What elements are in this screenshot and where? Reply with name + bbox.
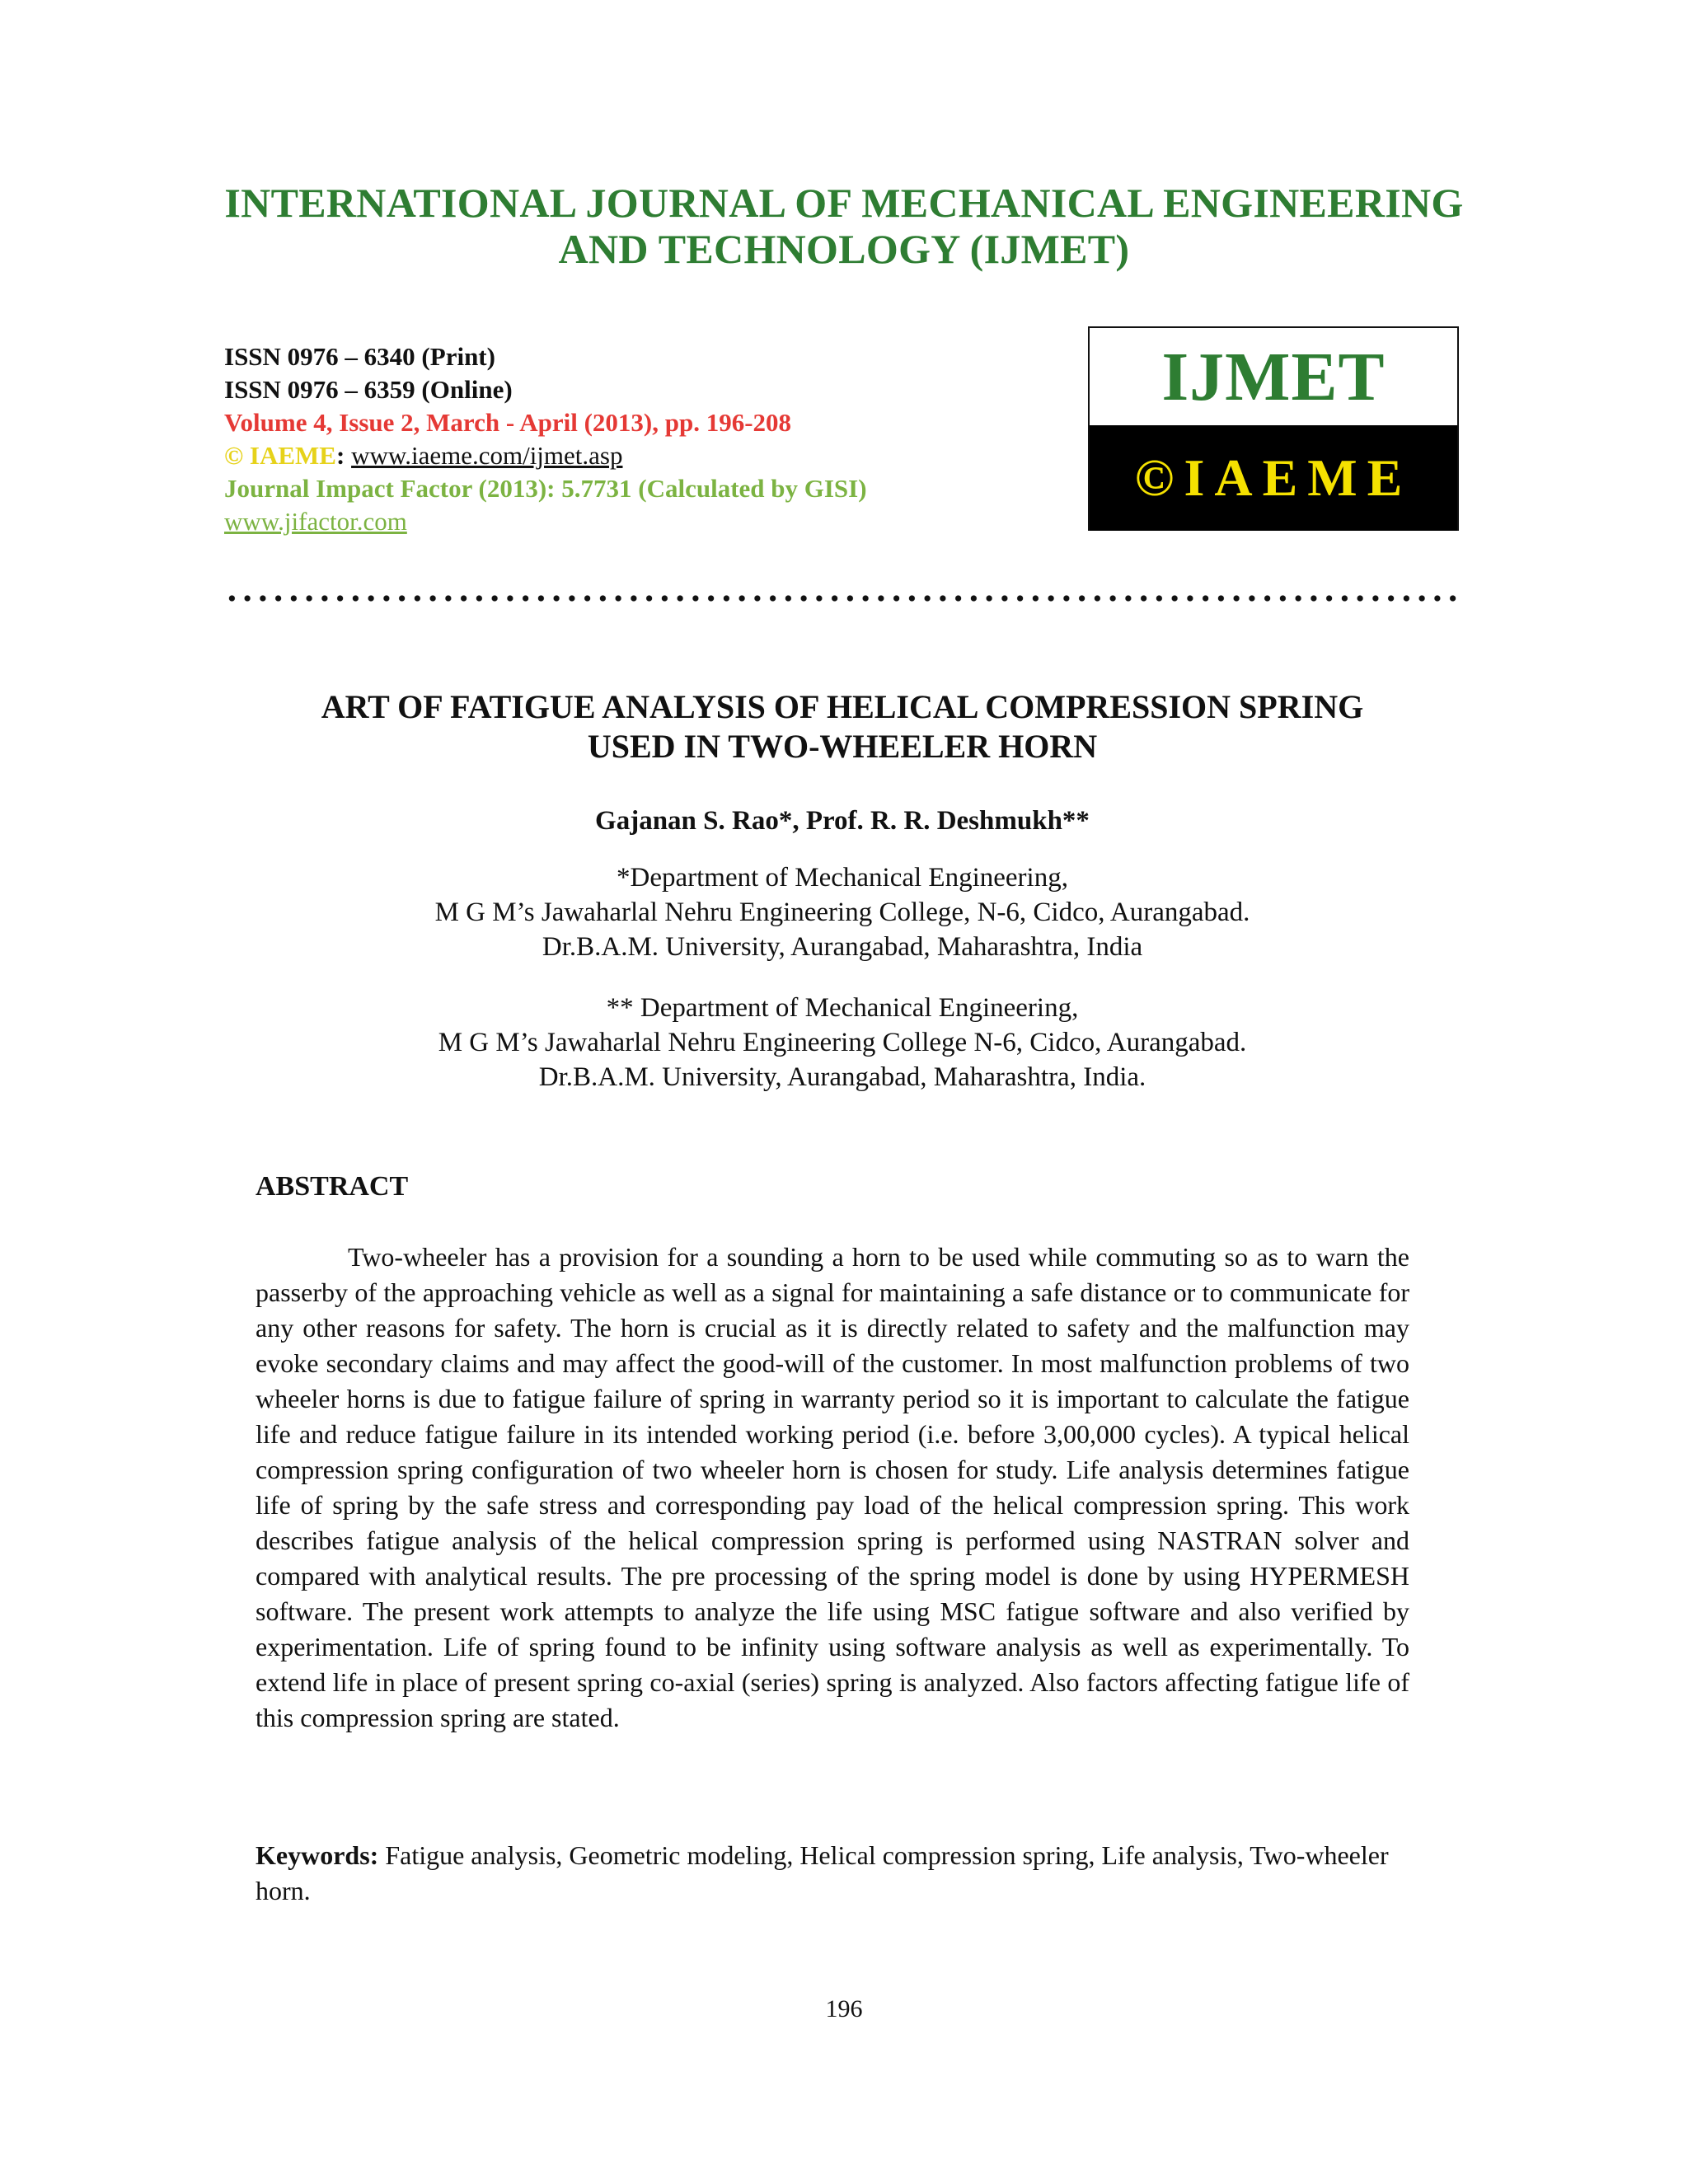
keywords-label: Keywords:	[256, 1840, 379, 1870]
affiliation-2-line-2: M G M’s Jawaharlal Nehru Engineering College N-6, Cidco, Aurangabad.	[438, 1028, 1247, 1057]
publisher-colon: :	[335, 441, 345, 470]
journal-title-line-2: AND TECHNOLOGY (IJMET)	[558, 226, 1130, 272]
journal-title	[165, 180, 1523, 272]
affiliation-1	[224, 860, 1461, 964]
keywords	[256, 1838, 1409, 1909]
logo-iaeme-text: ©IAEME	[1090, 425, 1457, 531]
affiliation-1-line-3: Dr.B.A.M. University, Aurangabad, Maharashtra, India	[542, 932, 1143, 962]
affiliation-1-line-1: *Department of Mechanical Engineering,	[617, 863, 1068, 893]
journal-logo	[1088, 326, 1459, 531]
keywords-text: Fatigue analysis, Geometric modeling, Helical compression spring, Life analysis, Two-wheeler horn.	[256, 1840, 1389, 1905]
author-list: Gajanan S. Rao*, Prof. R. R. Deshmukh**	[595, 806, 1090, 836]
jifactor-url-link[interactable]: www.jifactor.com	[224, 507, 407, 536]
volume-issue: Volume 4, Issue 2, March - April (2013), pp. 196-208	[224, 408, 792, 437]
issn-print: ISSN 0976 – 6340 (Print)	[224, 342, 495, 371]
abstract-body: Two-wheeler has a provision for a sounding a horn to be used while commuting so as to warn the passerby of the approaching vehicle as well as a signal for maintaining a safe distance or to communicate for any other reasons for safety. The horn is crucial as it is directly related to safety and the malfunction may evoke secondary claims and may affect the good-will of the customer. In most malfunction problems of two wheeler horns is due to fatigue failure of spring in warranty period so it is important to calculate the fatigue life and reduce fatigue failure in its intended working period (i.e. before 3,00,000 cycles). A typical helical compression spring configuration of two wheeler horn is chosen for study. Life analysis determines fatigue life of spring by the safe stress and corresponding pay load of the helical compression spring. This work describes fatigue analysis of the helical compression spring is performed using NASTRAN solver and compared with analytical results. The pre processing of the spring model is done by using HYPERMESH software. The present work attempts to analyze the life using MSC fatigue software and also verified by experimentation. Life of spring found to be infinity using software analysis as well as experimentally. To extend life in place of present spring co-axial (series) spring is analyzed. Also factors affecting fatigue life of this compression spring are stated.	[256, 1242, 1409, 1732]
affiliation-1-line-2: M G M’s Jawaharlal Nehru Engineering College, N-6, Cidco, Aurangabad.	[434, 898, 1250, 927]
publisher-url-link[interactable]: www.iaeme.com/ijmet.asp	[351, 441, 623, 470]
journal-title-line-1: INTERNATIONAL JOURNAL OF MECHANICAL ENGINEERING	[224, 180, 1464, 226]
paper-title-line-1: ART OF FATIGUE ANALYSIS OF HELICAL COMPRESSION SPRING	[321, 688, 1364, 725]
affiliation-2-line-3: Dr.B.A.M. University, Aurangabad, Maharashtra, India.	[538, 1062, 1146, 1092]
page-number: 196	[825, 1995, 863, 2022]
affiliation-2-line-1: ** Department of Mechanical Engineering,	[606, 993, 1079, 1023]
iaeme-mark: © IAEME	[224, 441, 336, 470]
issn-online: ISSN 0976 – 6359 (Online)	[224, 375, 513, 404]
impact-factor: Journal Impact Factor (2013): 5.7731 (Calculated by GISI)	[224, 474, 867, 503]
dotted-separator	[224, 593, 1461, 603]
logo-ijmet-text: IJMET	[1090, 328, 1457, 425]
journal-info-block	[224, 340, 1048, 538]
publisher-row	[224, 439, 1048, 472]
affiliation-2	[224, 991, 1461, 1094]
paper-title	[224, 687, 1461, 766]
abstract-heading: ABSTRACT	[256, 1171, 409, 1202]
paper-title-line-2: USED IN TWO-WHEELER HORN	[587, 728, 1098, 765]
